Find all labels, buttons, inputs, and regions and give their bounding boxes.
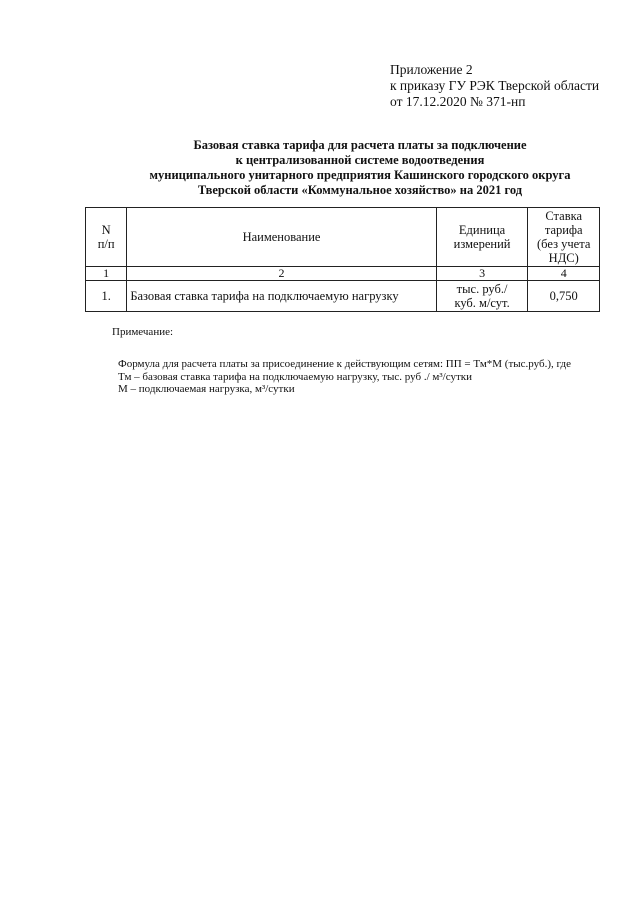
- title-line-1: Базовая ставка тарифа для расчета платы за подключение: [193, 138, 527, 152]
- header-unit-line-2: измерений: [453, 237, 511, 251]
- column-number-3: 3: [436, 267, 528, 281]
- appendix-line-3: от 17.12.2020 № 371-нп: [390, 94, 526, 109]
- row-unit-line-1: тыс. руб./: [456, 282, 508, 296]
- header-num-line-1: N: [101, 223, 111, 237]
- document-title: [100, 138, 620, 198]
- row-unit: [436, 281, 528, 312]
- title-line-4: Тверской области «Коммунальное хозяйство» на 2021 год: [197, 183, 523, 197]
- title-line-2: к централизованной системе водоотведения: [235, 153, 485, 167]
- title-line-3: муниципального унитарного предприятия Кашинского городского округа: [149, 168, 571, 182]
- header-rate-line-4: НДС): [548, 251, 579, 265]
- column-number-1: 1: [86, 267, 127, 281]
- column-number-2: 2: [127, 267, 436, 281]
- header-rate-line-2: тарифа: [544, 223, 583, 237]
- note-line-3: М – подключаемая нагрузка, м³/сутки: [118, 383, 295, 395]
- header-rate-line-3: (без учета: [537, 237, 591, 251]
- table-header-row: [86, 208, 600, 267]
- row-rate: 0,750: [528, 281, 600, 312]
- row-unit-line-2: куб. м/сут.: [454, 296, 510, 310]
- header-rate: [528, 208, 600, 267]
- tariff-table: [85, 207, 600, 312]
- note-line-1: Формула для расчета платы за присоединение к действующим сетям: ПП = Тм*М (тыс.руб.), где: [118, 358, 571, 370]
- header-unit: [436, 208, 528, 267]
- row-num: 1.: [86, 281, 127, 312]
- table-row: [86, 281, 600, 312]
- note-formula: [118, 358, 571, 396]
- header-name: Наименование: [127, 208, 436, 267]
- column-number-row: [86, 267, 600, 281]
- appendix-line-1: Приложение 2: [390, 62, 473, 77]
- header-unit-line-1: Единица: [458, 223, 506, 237]
- note-line-2: Тм – базовая ставка тарифа на подключаемую нагрузку, тыс. руб ./ м³/сутки: [118, 370, 472, 383]
- appendix-reference: [390, 62, 599, 110]
- row-name: Базовая ставка тарифа на подключаемую нагрузку: [127, 281, 436, 312]
- header-rate-line-1: Ставка: [545, 209, 583, 223]
- header-num: [86, 208, 127, 267]
- header-num-line-2: п/п: [97, 237, 115, 251]
- column-number-4: 4: [528, 267, 600, 281]
- appendix-line-2: к приказу ГУ РЭК Тверской области: [390, 78, 600, 93]
- note-label: Примечание:: [112, 326, 174, 338]
